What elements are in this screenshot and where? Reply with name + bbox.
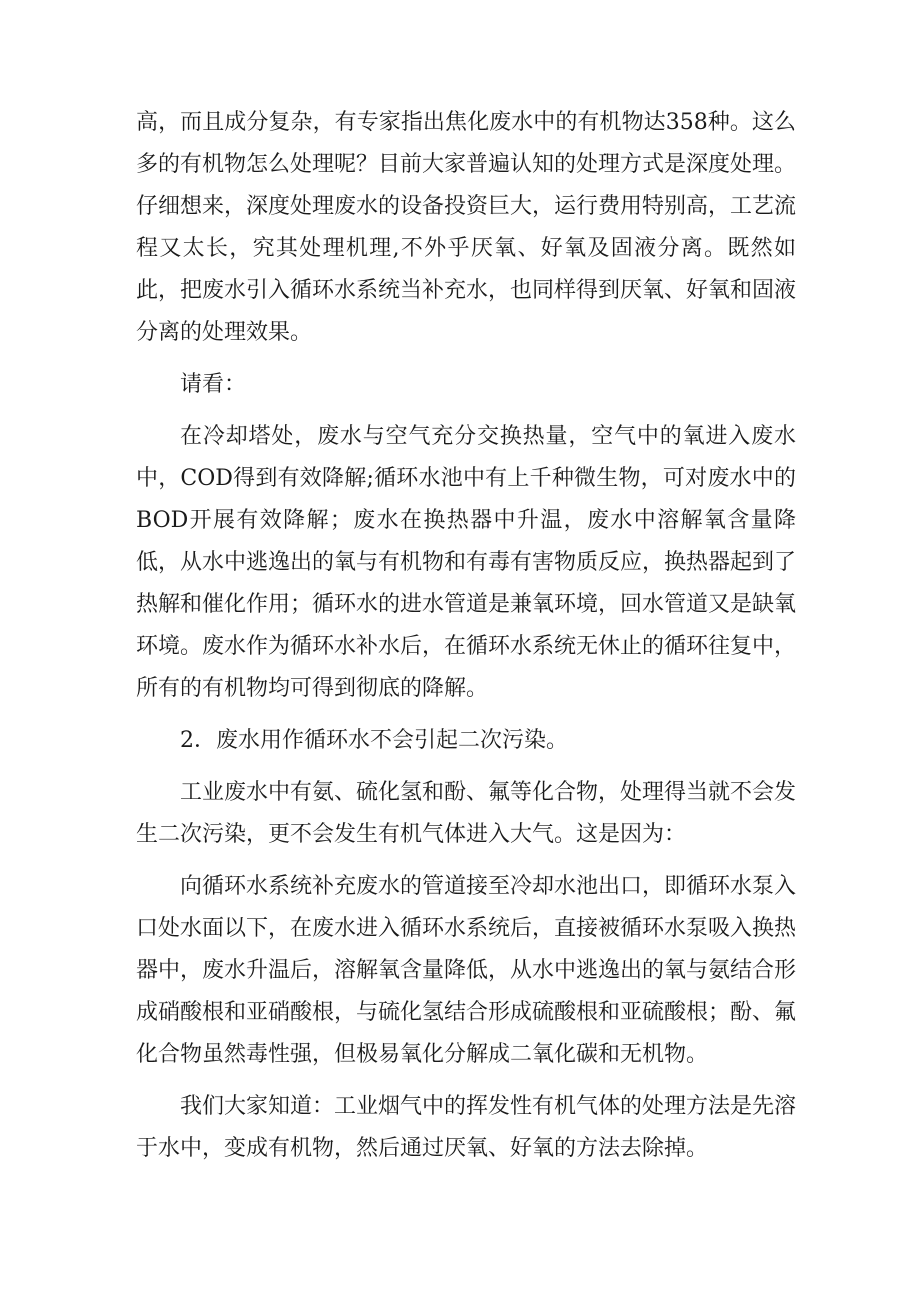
paragraph-industrial-wastewater: 工业废水中有氨、硫化氢和酚、氟等化合物，处理得当就不会发生二次污染，更不会发生有机气体进入大气。这是因为： xyxy=(136,780,797,847)
paragraph-please-see: 请看： xyxy=(180,372,247,397)
section-heading-no-secondary-pollution: 2．废水用作循环水不会引起二次污染。 xyxy=(180,728,568,753)
body-text xyxy=(136,102,796,1170)
paragraph-makeup-pipe: 向循环水系统补充废水的管道接至冷却水池出口，即循环水泵入口处水面以下，在废水进入循环水系统后，直接被循环水泵吸入换热器中，废水升温后，溶解氧含量降低，从水中逃逸出的氧与氨结合形成硝酸根和亚硝酸根，与硫化氢结合形成硫酸根和亚硫酸根；酚、氟化合物虽然毒性强，但极易氧化分解成二氧化碳和无机物。 xyxy=(136,874,797,1067)
paragraph-flue-gas: 我们大家知道：工业烟气中的挥发性有机气体的处理方法是先溶于水中，变成有机物，然后通过厌氧、好氧的方法去除掉。 xyxy=(136,1094,797,1161)
paragraph-cooling-tower: 在冷却塔处，废水与空气充分交换热量，空气中的氧进入废水中，COD得到有效降解;循环水池中有上千种微生物，可对废水中的BOD开展有效降解；废水在换热器中升温，废水中溶解氧含量降低，从水中逃逸出的氧与有机物和有毒有害物质反应，换热器起到了热解和催化作用；循环水的进水管道是兼氧环境，回水管道又是缺氧环境。废水作为循环水补水后，在循环水系统无休止的循环往复中，所有的有机物均可得到彻底的降解。 xyxy=(136,424,797,701)
paragraph-continuation: 高，而且成分复杂，有专家指出焦化废水中的有机物达358种。这么多的有机物怎么处理呢？目前大家普遍认知的处理方式是深度处理。仔细想来，深度处理废水的设备投资巨大，运行费用特别高，工艺流程又太长，究其处理机理,不外乎厌氧、好氧及固液分离。既然如此，把废水引入循环水系统当补充水，也同样得到厌氧、好氧和固液分离的处理效果。 xyxy=(136,110,797,345)
